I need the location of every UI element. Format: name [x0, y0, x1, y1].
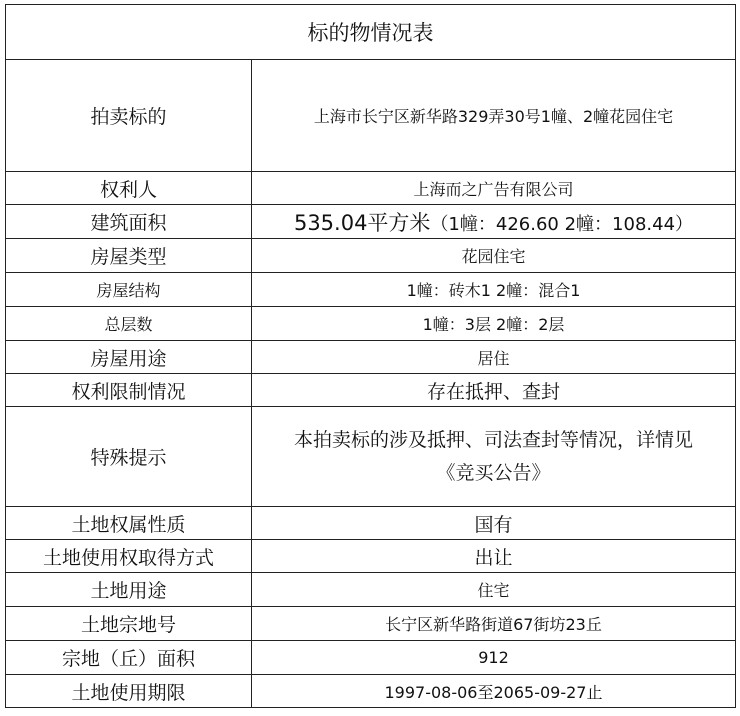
- row-label-house-use: 房屋用途: [6, 341, 252, 374]
- row-label-parcel-number: 土地宗地号: [6, 607, 252, 641]
- row-value-land-term: 1997-08-06至2065-09-27止: [252, 675, 736, 708]
- row-value-total-floors: 1幢：3层 2幢：2层: [252, 307, 736, 341]
- row-value-house-structure: 1幢：砖木1 2幢：混合1: [252, 273, 736, 307]
- table-row: [6, 60, 736, 172]
- row-value-land-acquisition: 出让: [252, 540, 736, 573]
- row-label-land-ownership: 土地权属性质: [6, 507, 252, 540]
- row-label-auction-item: 拍卖标的: [6, 60, 252, 172]
- row-label-land-use: 土地用途: [6, 573, 252, 607]
- row-value-land-ownership: 国有: [252, 507, 736, 540]
- row-value-land-use: 住宅: [252, 573, 736, 607]
- table-row: [6, 273, 736, 307]
- row-label-parcel-area: 宗地（丘）面积: [6, 641, 252, 675]
- row-label-land-term: 土地使用期限: [6, 675, 252, 708]
- table-row: [6, 205, 736, 239]
- row-label-total-floors: 总层数: [6, 307, 252, 341]
- building-area-detail: （1幢：426.60 2幢：108.44）: [430, 213, 694, 235]
- title-row: [6, 5, 736, 60]
- table-row: [6, 307, 736, 341]
- row-label-land-acquisition: 土地使用权取得方式: [6, 540, 252, 573]
- row-value-restrictions: 存在抵押、查封: [252, 374, 736, 407]
- special-notice-line-1: 本拍卖标的涉及抵押、司法查封等情况，详情见: [293, 428, 693, 451]
- special-notice-line-2: 《竞买公告》: [436, 461, 551, 484]
- row-label-building-area: 建筑面积: [6, 205, 252, 239]
- row-value-house-type: 花园住宅: [252, 239, 736, 273]
- table-row: [6, 239, 736, 273]
- row-value-house-use: 居住: [252, 341, 736, 374]
- table-row: [6, 573, 736, 607]
- row-value-parcel-area: 912: [252, 641, 736, 675]
- row-value-right-holder: 上海而之广告有限公司: [252, 172, 736, 205]
- table-row: [6, 675, 736, 708]
- row-label-house-type: 房屋类型: [6, 239, 252, 273]
- property-info-table: [5, 4, 736, 708]
- row-label-restrictions: 权利限制情况: [6, 374, 252, 407]
- row-label-special-notice: 特殊提示: [6, 407, 252, 507]
- table-row: [6, 607, 736, 641]
- row-value-special-notice: [252, 407, 736, 507]
- table-row: [6, 540, 736, 573]
- row-value-parcel-number: 长宁区新华路街道67街坊23丘: [252, 607, 736, 641]
- table-row: [6, 407, 736, 507]
- table-row: [6, 172, 736, 205]
- table-title: 标的物情况表: [6, 5, 736, 60]
- table-row: [6, 507, 736, 540]
- table-row: [6, 374, 736, 407]
- row-label-house-structure: 房屋结构: [6, 273, 252, 307]
- row-label-right-holder: 权利人: [6, 172, 252, 205]
- table-row: [6, 341, 736, 374]
- row-value-building-area: [252, 205, 736, 239]
- row-value-auction-item: 上海市长宁区新华路329弄30号1幢、2幢花园住宅: [252, 60, 736, 172]
- building-area-total: 535.04平方米: [293, 210, 431, 235]
- table-row: [6, 641, 736, 675]
